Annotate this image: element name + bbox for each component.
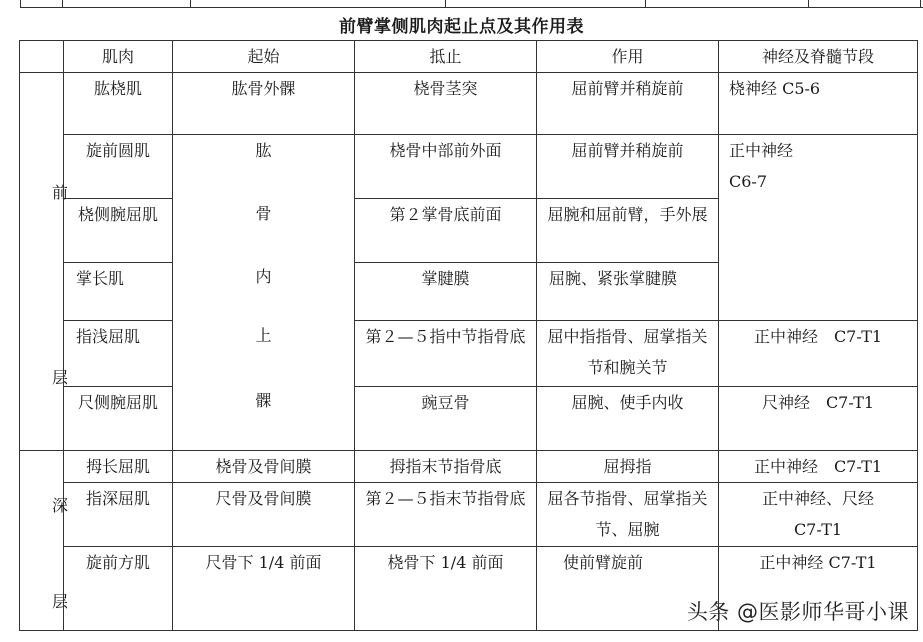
action-cell: 屈中指指骨、屈掌指关节和腕关节: [537, 321, 719, 387]
muscle-cell: 尺侧腕屈肌: [64, 387, 173, 451]
insertion-cell: 拇指末节指骨底: [355, 451, 537, 483]
nerve-name: 正中神经: [729, 141, 794, 160]
insertion-cell: 第２—５指中节指骨底: [355, 321, 537, 387]
insertion-cell: 第２—５指末节指骨底: [355, 483, 537, 547]
watermark: 头条 @医影师华哥小课: [686, 600, 909, 624]
table-row: [20, 387, 918, 451]
table-row: [20, 135, 918, 199]
origin-cell: 桡骨及骨间膜: [173, 451, 355, 483]
action-cell: 屈腕、紧张掌腱膜: [537, 263, 719, 321]
action-cell: 屈腕、使手内收: [537, 387, 719, 451]
header-muscle: 肌肉: [64, 41, 173, 73]
layer-label-layer: 层: [51, 591, 68, 611]
muscle-cell: 拇长屈肌: [64, 451, 173, 483]
layer-label-deep: 深: [51, 495, 68, 515]
insertion-cell: 桡骨下 1/4 前面: [355, 547, 537, 631]
layer-label-layer: 层: [51, 367, 68, 387]
muscle-cell: 桡侧腕屈肌: [64, 199, 173, 263]
muscle-cell: 旋前圆肌: [64, 135, 173, 199]
origin-cell: 尺骨及骨间膜: [173, 483, 355, 547]
insertion-cell: 掌腱膜: [355, 263, 537, 321]
action-cell: 屈前臂并稍旋前: [537, 73, 719, 135]
nerve-cell: 正中神经、尺经C7-T1: [719, 483, 918, 547]
table-row: [20, 321, 918, 387]
table-row: [20, 451, 918, 483]
nerve-cell: 正中神经 C7-T1: [719, 547, 918, 631]
origin-char: 上: [255, 326, 272, 345]
insertion-cell: 桡骨中部前外面: [355, 135, 537, 199]
header-action: 作用: [537, 41, 719, 73]
muscle-cell: 指深屈肌: [64, 483, 173, 547]
muscle-cell: 掌长肌: [64, 263, 173, 321]
common-origin-cell: [173, 135, 355, 451]
table-row: [20, 483, 918, 547]
origin-cell: 肱骨外髁: [173, 73, 355, 135]
header-layer: [20, 41, 64, 73]
nerve-cell: [719, 135, 918, 321]
layer-label-front: 前: [51, 182, 68, 202]
nerve-cell: 正中神经 C7-T1: [719, 321, 918, 387]
insertion-cell: 第２掌骨底前面: [355, 199, 537, 263]
nerve-segment: C6-7: [729, 172, 768, 191]
action-cell: 使前臂旋前: [537, 547, 719, 631]
muscle-cell: 指浅屈肌: [64, 321, 173, 387]
previous-table-bottom-edge: [0, 0, 923, 8]
origin-char: 内: [255, 267, 272, 286]
action-cell: 屈各节指骨、屈掌指关节、屈腕: [537, 483, 719, 547]
nerve-cell: 正中神经 C7-T1: [719, 451, 918, 483]
header-origin: 起始: [173, 41, 355, 73]
table-title: 前臂掌侧肌肉起止点及其作用表: [339, 17, 584, 37]
insertion-cell: 豌豆骨: [355, 387, 537, 451]
nerve-cell: 桡神经 C5-6: [719, 73, 918, 135]
origin-char: 肱: [255, 141, 272, 160]
action-cell: 屈拇指: [537, 451, 719, 483]
muscle-cell: 肱桡肌: [64, 73, 173, 135]
header-row: [20, 41, 918, 73]
table-row: [20, 73, 918, 135]
action-cell: 屈腕和屈前臂，手外展: [537, 199, 719, 263]
origin-char: 髁: [255, 391, 272, 410]
deep-layer-cell: [20, 451, 68, 631]
muscle-cell: 旋前方肌: [64, 547, 173, 631]
action-cell: 屈前臂并稍旋前: [537, 135, 719, 199]
nerve-cell: 尺神经 C7-T1: [719, 387, 918, 451]
muscle-table: [19, 40, 918, 631]
origin-cell: 尺骨下 1/4 前面: [173, 547, 355, 631]
origin-char: 骨: [255, 204, 272, 223]
insertion-cell: 桡骨茎突: [355, 73, 537, 135]
header-insertion: 抵止: [355, 41, 537, 73]
header-nerve: 神经及脊髓节段: [719, 41, 918, 73]
superficial-layer-cell: [20, 73, 68, 451]
